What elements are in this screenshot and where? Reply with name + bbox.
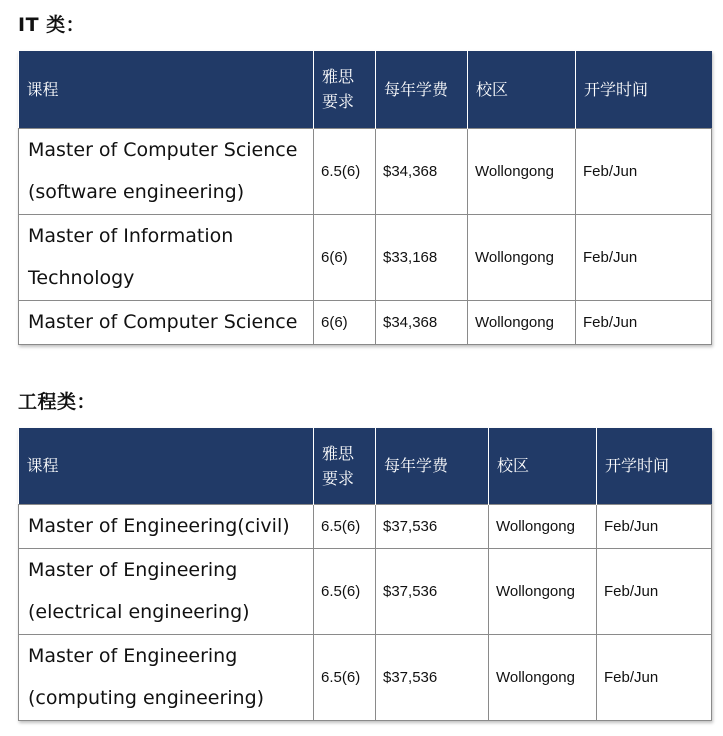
- header-ielts: 雅思要求: [314, 51, 376, 128]
- header-fee: 每年学费: [376, 51, 468, 128]
- ielts-requirement: 6.5(6): [314, 634, 376, 720]
- table-header-row: [19, 428, 712, 504]
- header-ielts: 雅思要求: [314, 428, 376, 504]
- intake: Feb/Jun: [597, 634, 712, 720]
- ielts-requirement: 6.5(6): [314, 504, 376, 548]
- engineering-programs-table: [18, 428, 712, 721]
- table-header-row: [19, 51, 712, 128]
- header-course: 课程: [19, 51, 314, 128]
- ielts-requirement: 6(6): [314, 214, 376, 300]
- course-name: Master of Information Technology: [19, 214, 314, 300]
- course-name: Master of Computer Science (software engineering): [19, 128, 314, 214]
- annual-fee: $33,168: [376, 214, 468, 300]
- header-intake: 开学时间: [576, 51, 712, 128]
- annual-fee: $37,536: [376, 548, 489, 634]
- section-title-engineering: 工程类：: [18, 391, 97, 413]
- intake: Feb/Jun: [597, 548, 712, 634]
- header-course: 课程: [19, 428, 314, 504]
- intake: Feb/Jun: [576, 214, 712, 300]
- it-programs-table: [18, 51, 712, 345]
- campus: Wollongong: [468, 300, 576, 344]
- annual-fee: $34,368: [376, 128, 468, 214]
- table-row: [19, 504, 712, 548]
- table-row: [19, 548, 712, 634]
- intake: Feb/Jun: [576, 300, 712, 344]
- ielts-requirement: 6.5(6): [314, 548, 376, 634]
- ielts-requirement: 6(6): [314, 300, 376, 344]
- course-name: Master of Engineering (electrical engineering): [19, 548, 314, 634]
- course-name: Master of Engineering(civil): [19, 504, 314, 548]
- campus: Wollongong: [468, 128, 576, 214]
- header-campus: 校区: [468, 51, 576, 128]
- course-name: Master of Computer Science: [19, 300, 314, 344]
- section-title-it: IT 类：: [18, 14, 86, 36]
- campus: Wollongong: [489, 548, 597, 634]
- campus: Wollongong: [489, 634, 597, 720]
- annual-fee: $34,368: [376, 300, 468, 344]
- annual-fee: $37,536: [376, 634, 489, 720]
- intake: Feb/Jun: [576, 128, 712, 214]
- header-fee: 每年学费: [376, 428, 489, 504]
- campus: Wollongong: [489, 504, 597, 548]
- table-row: [19, 128, 712, 214]
- header-campus: 校区: [489, 428, 597, 504]
- header-intake: 开学时间: [597, 428, 712, 504]
- table-row: [19, 214, 712, 300]
- annual-fee: $37,536: [376, 504, 489, 548]
- table-row: [19, 634, 712, 720]
- intake: Feb/Jun: [597, 504, 712, 548]
- campus: Wollongong: [468, 214, 576, 300]
- course-name: Master of Engineering (computing engineering): [19, 634, 314, 720]
- ielts-requirement: 6.5(6): [314, 128, 376, 214]
- table-row: [19, 300, 712, 344]
